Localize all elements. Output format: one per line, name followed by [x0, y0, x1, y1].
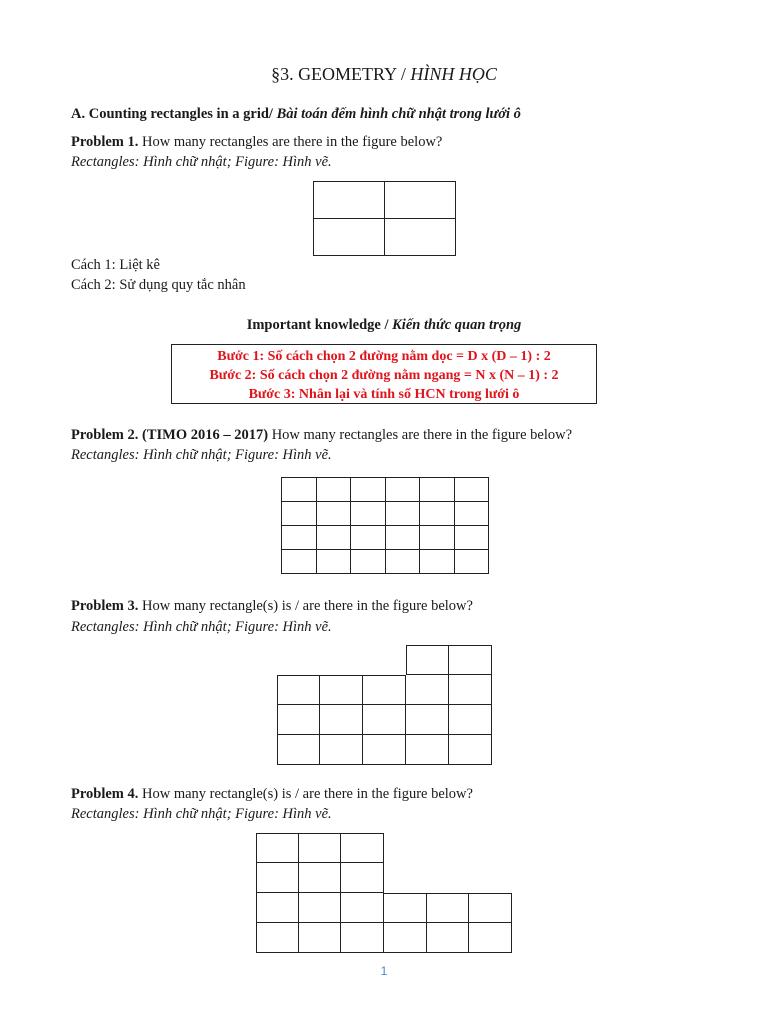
grid-cell [320, 705, 363, 735]
problem-2-question [71, 427, 572, 444]
grid-cell [277, 705, 320, 735]
section-a-bold: A. Counting rectangles in a grid/ [71, 106, 277, 122]
problem-2-text: How many rectangles are there in the figure below? [268, 427, 573, 443]
grid-cell [299, 893, 342, 923]
problem-1-label: Problem 1. [71, 134, 139, 150]
grid-cell [341, 893, 384, 923]
grid-cell [277, 675, 320, 705]
problem-2-figure [281, 477, 489, 574]
grid-cell [427, 893, 470, 923]
grid-cell [384, 923, 427, 953]
grid-cell [317, 478, 352, 502]
grid-cell [449, 705, 492, 735]
grid-cell [282, 502, 317, 526]
grid-cell [385, 182, 456, 219]
problem-1-figure [313, 181, 456, 256]
problem-3-vocab: Rectangles: Hình chữ nhật; Figure: Hình vẽ. [71, 619, 332, 635]
grid-cell [256, 833, 299, 863]
grid-cell [320, 735, 363, 765]
page-title [0, 64, 768, 85]
problem-1-text: How many rectangles are there in the figure below? [138, 134, 443, 150]
grid-cell [449, 645, 492, 675]
title-italic: HÌNH HỌC [410, 64, 497, 84]
section-a-italic: Bài toán đếm hình chữ nhật trong lưới ô [276, 106, 521, 122]
problem-3-figure [277, 645, 492, 765]
grid-cell [317, 550, 352, 574]
problem-3-label: Problem 3. [71, 598, 139, 614]
section-a-heading [71, 106, 521, 123]
grid-cell [363, 675, 406, 705]
grid-cell [317, 502, 352, 526]
grid-cell [341, 863, 384, 893]
grid-cell [455, 526, 490, 550]
grid-cell [341, 923, 384, 953]
grid-cell [386, 478, 421, 502]
grid-cell [406, 705, 449, 735]
grid-cell [282, 550, 317, 574]
grid-cell [455, 478, 490, 502]
problem-4-figure [256, 833, 512, 953]
title-main: §3. GEOMETRY / [271, 64, 411, 84]
grid-cell [314, 219, 385, 256]
grid-cell [469, 923, 512, 953]
grid-cell [420, 526, 455, 550]
grid-cell [385, 219, 456, 256]
grid-cell [420, 478, 455, 502]
problem-2-label: Problem 2. (TIMO 2016 – 2017) [71, 427, 269, 443]
step-2: Bước 2: Số cách chọn 2 đường nằm ngang = N x (N – 1) : 2 [209, 368, 559, 383]
grid-cell [420, 502, 455, 526]
grid-cell [363, 705, 406, 735]
grid-cell [406, 675, 449, 705]
grid-cell [282, 478, 317, 502]
problem-1-vocab: Rectangles: Hình chữ nhật; Figure: Hình vẽ. [71, 154, 332, 170]
problem-1-question [71, 134, 442, 151]
grid-cell [351, 478, 386, 502]
knowledge-box [171, 344, 597, 404]
grid-cell [320, 675, 363, 705]
grid-cell [386, 502, 421, 526]
knowledge-bold: Important knowledge / [246, 317, 393, 333]
grid-cell [455, 502, 490, 526]
grid-cell [317, 526, 352, 550]
grid-cell [406, 735, 449, 765]
problem-3-text: How many rectangle(s) is / are there in the figure below? [138, 598, 473, 614]
grid-cell [386, 526, 421, 550]
problem-2-vocab: Rectangles: Hình chữ nhật; Figure: Hình vẽ. [71, 447, 332, 463]
grid-cell [282, 526, 317, 550]
grid-cell [384, 893, 427, 923]
problem-4-label: Problem 4. [71, 786, 139, 802]
grid-cell [455, 550, 490, 574]
problem-3-question [71, 598, 473, 615]
grid-cell [256, 893, 299, 923]
grid-cell [256, 923, 299, 953]
grid-cell [386, 550, 421, 574]
grid-cell [449, 735, 492, 765]
grid-cell [406, 645, 449, 675]
grid-cell [420, 550, 455, 574]
grid-cell [449, 675, 492, 705]
grid-cell [363, 735, 406, 765]
grid-cell [351, 502, 386, 526]
grid-cell [256, 863, 299, 893]
page-number: 1 [380, 964, 388, 978]
grid-cell [427, 923, 470, 953]
grid-cell [314, 182, 385, 219]
knowledge-italic: Kiến thức quan trọng [392, 317, 522, 333]
method-1: Cách 1: Liệt kê [71, 257, 160, 273]
step-3: Bước 3: Nhân lại và tính số HCN trong lưới ô [248, 387, 520, 402]
grid-cell [299, 863, 342, 893]
grid-cell [299, 833, 342, 863]
method-2: Cách 2: Sử dụng quy tắc nhân [71, 277, 246, 293]
problem-4-question [71, 786, 473, 803]
grid-cell [299, 923, 342, 953]
grid-cell [469, 893, 512, 923]
grid-cell [351, 550, 386, 574]
problem-4-vocab: Rectangles: Hình chữ nhật; Figure: Hình vẽ. [71, 806, 332, 822]
grid-cell [277, 735, 320, 765]
grid-cell [341, 833, 384, 863]
problem-4-text: How many rectangle(s) is / are there in the figure below? [138, 786, 473, 802]
grid-cell [351, 526, 386, 550]
step-1: Bước 1: Số cách chọn 2 đường nằm dọc = D x (D – 1) : 2 [217, 349, 551, 364]
knowledge-heading [0, 317, 768, 334]
